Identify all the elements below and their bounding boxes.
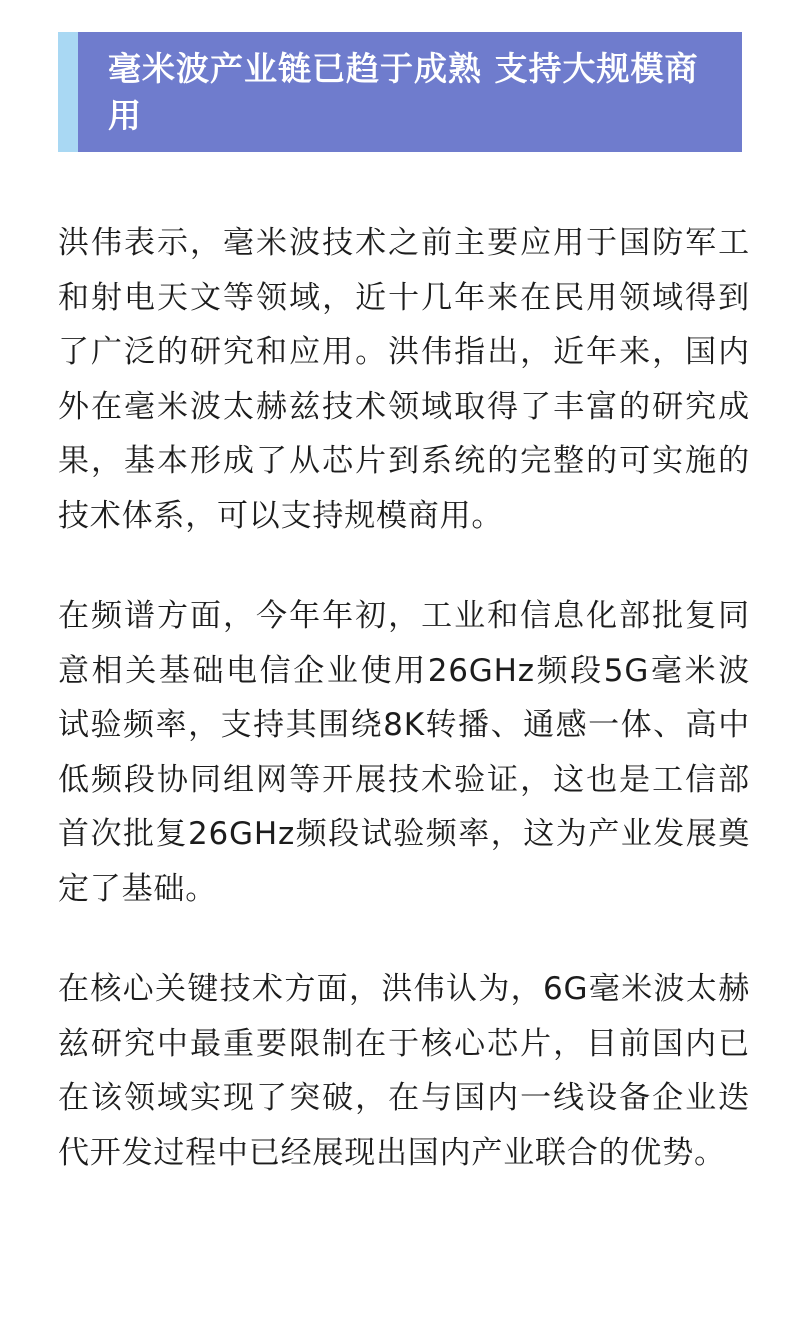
section-heading xyxy=(58,32,742,152)
heading-accent-bar xyxy=(58,32,78,152)
paragraph-core-technology: 在核心关键技术方面，洪伟认为，6G毫米波太赫兹研究中最重要限制在于核心芯片，目前国内已在该领域实现了突破，在与国内一线设备企业迭代开发过程中已经展现出国内产业联合的优势。 xyxy=(58,971,750,1171)
heading-title: 毫米波产业链已趋于成熟 支持大规模商用 xyxy=(78,32,742,152)
paragraph-hong-wei-statement: 洪伟表示，毫米波技术之前主要应用于国防军工和射电天文等领域，近十几年来在民用领域得到了广泛的研究和应用。洪伟指出，近年来，国内外在毫米波太赫兹技术领域取得了丰富的研究成果，基本形成了从芯片到系统的完整的可实施的技术体系，可以支持规模商用。 xyxy=(58,225,750,534)
article-body xyxy=(58,216,750,1180)
paragraph-spectrum: 在频谱方面，今年年初，工业和信息化部批复同意相关基础电信企业使用26GHz频段5G毫米波试验频率，支持其围绕8K转播、通感一体、高中低频段协同组网等开展技术验证，这也是工信部首次批复26GHz频段试验频率，这为产业发展奠定了基础。 xyxy=(58,598,750,907)
